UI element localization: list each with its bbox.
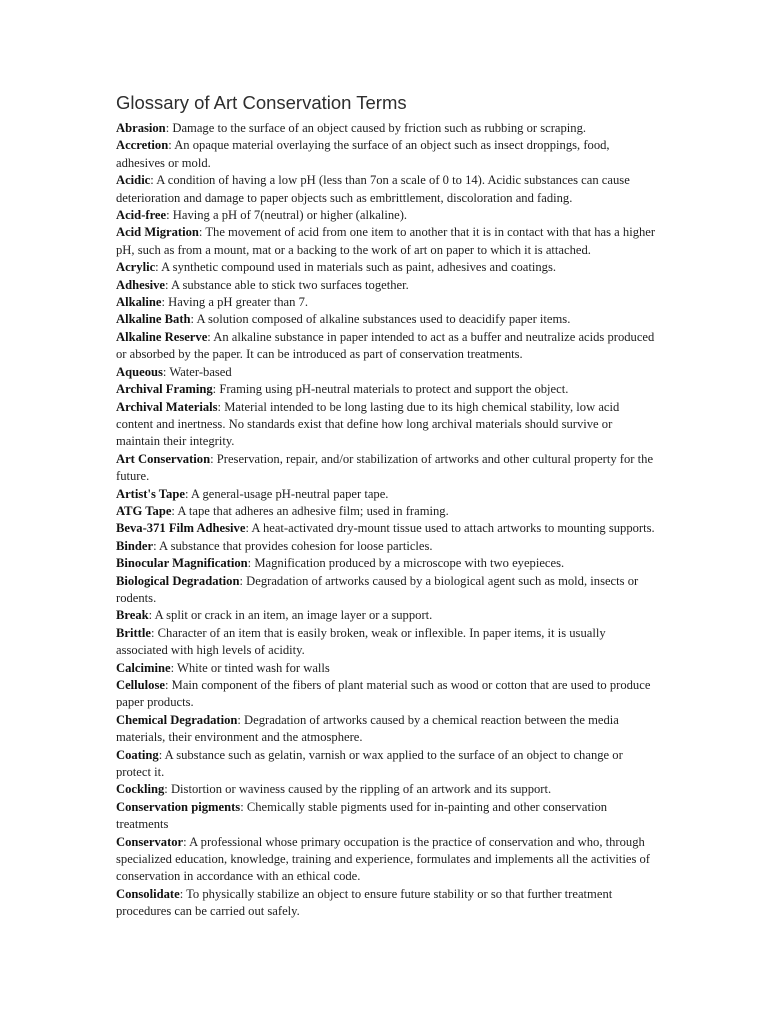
glossary-entry: [116, 834, 656, 886]
glossary-entry: [116, 451, 656, 486]
term-separator: :: [164, 678, 172, 692]
glossary-definition: Degradation of artworks caused by a biological agent such as mold, insects or rodents.: [116, 573, 639, 605]
glossary-entry: [116, 486, 656, 503]
glossary-definition: The movement of acid from one item to another that it is in contact with that has a higher pH, such as from a mount, mat or a backing to the work of art on paper to which it is attached.: [116, 225, 656, 257]
glossary-definition: A split or crack in an item, an image layer or a support.: [154, 608, 433, 623]
page-title: Glossary of Art Conservation Terms: [116, 92, 407, 113]
glossary-definition: To physically stabilize an object to ensure future stability or so that further treatment procedures can be carried out safely.: [116, 886, 613, 919]
glossary-definition: A substance that provides cohesion for loose particles.: [159, 538, 433, 553]
term-separator: :: [168, 138, 175, 153]
glossary-term: ATG Tape: [116, 503, 172, 518]
term-separator: :: [153, 538, 160, 553]
glossary-term: Alkaline Reserve: [116, 329, 208, 344]
glossary-term: Consolidate: [116, 886, 180, 901]
term-separator: :: [239, 573, 247, 588]
term-separator: :: [164, 782, 171, 797]
glossary-entry: [116, 538, 656, 555]
glossary-entry: [116, 120, 656, 137]
term-separator: :: [166, 208, 173, 223]
term-separator: :: [198, 225, 206, 240]
glossary-definition: An opaque material overlaying the surface of an object such as insect droppings, food, adhesives or mold.: [116, 138, 610, 170]
glossary-term: Artist's Tape: [116, 486, 185, 501]
glossary-definition: A solution composed of alkaline substances used to deacidify paper items.: [196, 312, 571, 327]
glossary-definition: A general-usage pH-neutral paper tape.: [190, 486, 389, 501]
glossary-term: Aqueous: [116, 364, 163, 379]
glossary-term: Chemical Degradation: [116, 712, 238, 727]
term-separator: :: [210, 451, 217, 466]
glossary-term: Biological Degradation: [116, 573, 240, 588]
glossary-definition: A substance able to stick two surfaces together.: [170, 277, 409, 292]
glossary-term: Alkaline: [116, 295, 162, 310]
glossary-definition: Material intended to be long lasting due to its high chemical stability, low acid content and inertness. No standards exist that define how long archival materials should survive or maintain their integrity.: [116, 399, 620, 449]
glossary-entry: [116, 224, 656, 259]
glossary-term: Art Conservation: [116, 451, 211, 466]
glossary-definition: Water-based: [169, 364, 232, 379]
glossary-entry: [116, 137, 656, 172]
glossary-term: Acidic: [116, 173, 151, 188]
glossary-term: Alkaline Bath: [116, 312, 191, 327]
term-separator: :: [240, 799, 247, 814]
term-separator: :: [179, 886, 187, 901]
glossary-term: Cellulose: [116, 678, 165, 692]
term-separator: :: [158, 747, 165, 762]
glossary-list: [116, 120, 656, 921]
term-separator: :: [183, 834, 190, 849]
glossary-entry: [116, 277, 656, 294]
glossary-term: Archival Framing: [116, 382, 213, 397]
glossary-definition: A synthetic compound used in materials such as paint, adhesives and coatings.: [161, 260, 556, 275]
term-separator: :: [150, 173, 157, 188]
glossary-term: Binocular Magnification: [116, 556, 248, 571]
glossary-entry: [116, 311, 656, 328]
glossary-definition: Having a pH of 7(neutral) or higher (alkaline).: [172, 208, 408, 223]
glossary-entry: [116, 364, 656, 381]
glossary-definition: Damage to the surface of an object caused by friction such as rubbing or scraping.: [172, 121, 587, 135]
glossary-entry: [116, 503, 656, 520]
glossary-term: Acid Migration: [116, 225, 199, 240]
glossary-entry: [116, 625, 656, 660]
glossary-entry: [116, 781, 656, 798]
glossary-term: Calcimine: [116, 660, 171, 675]
glossary-entry: [116, 207, 656, 224]
document-page: [116, 92, 656, 921]
term-separator: :: [155, 260, 162, 275]
glossary-definition: White or tinted wash for walls: [177, 660, 330, 675]
glossary-entry: [116, 712, 656, 747]
glossary-term: Brittle: [116, 625, 151, 640]
glossary-entry: [116, 294, 656, 311]
glossary-term: Adhesive: [116, 277, 165, 292]
glossary-term: Coating: [116, 747, 159, 762]
glossary-term: Acid-free: [116, 208, 167, 223]
glossary-entry: [116, 172, 656, 207]
term-separator: :: [217, 399, 225, 414]
glossary-term: Conservator: [116, 834, 184, 849]
glossary-definition: Framing using pH-neutral materials to protect and support the object.: [219, 382, 569, 397]
term-separator: :: [245, 521, 252, 536]
glossary-definition: Chemically stable pigments used for in-painting and other conservation treatments: [116, 799, 608, 832]
glossary-term: Acrylic: [116, 260, 156, 275]
term-separator: :: [165, 121, 173, 135]
glossary-term: Cockling: [116, 782, 165, 797]
term-separator: :: [247, 556, 255, 571]
glossary-entry: [116, 677, 656, 712]
glossary-term: Abrasion: [116, 121, 166, 135]
glossary-entry: [116, 329, 656, 364]
glossary-entry: [116, 573, 656, 608]
glossary-entry: [116, 381, 656, 398]
glossary-entry: [116, 886, 656, 921]
term-separator: :: [171, 503, 178, 518]
term-separator: :: [190, 312, 197, 327]
term-separator: :: [148, 608, 155, 623]
term-separator: :: [162, 364, 170, 379]
glossary-definition: Main component of the fibers of plant material such as wood or cotton that are used to produce paper products.: [116, 678, 651, 710]
glossary-definition: Distortion or waviness caused by the rippling of an artwork and its support.: [170, 782, 552, 797]
glossary-entry: [116, 520, 656, 537]
glossary-term: Beva-371 Film Adhesive: [116, 521, 246, 536]
term-separator: :: [212, 382, 220, 397]
glossary-definition: Preservation, repair, and/or stabilization of artworks and other cultural property for the future.: [116, 451, 654, 484]
term-separator: :: [170, 660, 177, 675]
glossary-term: Break: [116, 608, 149, 623]
glossary-term: Archival Materials: [116, 399, 218, 414]
glossary-entry: [116, 747, 656, 782]
glossary-entry: [116, 607, 656, 624]
glossary-term: Accretion: [116, 138, 169, 153]
term-separator: :: [164, 277, 171, 292]
glossary-entry: [116, 555, 656, 572]
term-separator: :: [150, 625, 158, 640]
term-separator: :: [237, 712, 245, 727]
glossary-entry: [116, 799, 656, 834]
glossary-definition: Having a pH greater than 7.: [168, 295, 309, 310]
term-separator: :: [184, 486, 191, 501]
glossary-entry: [116, 399, 656, 451]
glossary-definition: A tape that adheres an adhesive film; used in framing.: [177, 503, 449, 518]
glossary-definition: Character of an item that is easily broken, weak or inflexible. In paper items, it is usually associated with high levels of acidity.: [116, 625, 606, 658]
glossary-definition: Degradation of artworks caused by a chemical reaction between the media materials, their environment and the atmosphere.: [116, 712, 619, 745]
glossary-definition: A substance such as gelatin, varnish or wax applied to the surface of an object to change or protect it.: [116, 747, 623, 780]
glossary-term: Binder: [116, 538, 154, 553]
glossary-entry: [116, 259, 656, 276]
glossary-definition: An alkaline substance in paper intended to act as a buffer and neutralize acids produced or absorbed by the paper. It can be introduced as part of conservation treatments.: [116, 329, 655, 362]
glossary-term: Conservation pigments: [116, 799, 241, 814]
glossary-definition: A heat-activated dry-mount tissue used to attach artworks to mounting supports.: [251, 521, 655, 536]
glossary-definition: A professional whose primary occupation is the practice of conservation and who, through specialized education, knowledge, training and experience, formulates and implements all the activities of conservation in accordance with an ethical code.: [116, 834, 650, 884]
term-separator: :: [207, 329, 214, 344]
glossary-entry: [116, 660, 656, 677]
glossary-definition: A condition of having a low pH (less than 7on a scale of 0 to 14). Acidic substances can cause deterioration and damage to paper objects such as embrittlement, discoloration and fading.: [116, 173, 630, 205]
term-separator: :: [161, 295, 169, 310]
glossary-definition: Magnification produced by a microscope with two eyepieces.: [254, 556, 565, 571]
